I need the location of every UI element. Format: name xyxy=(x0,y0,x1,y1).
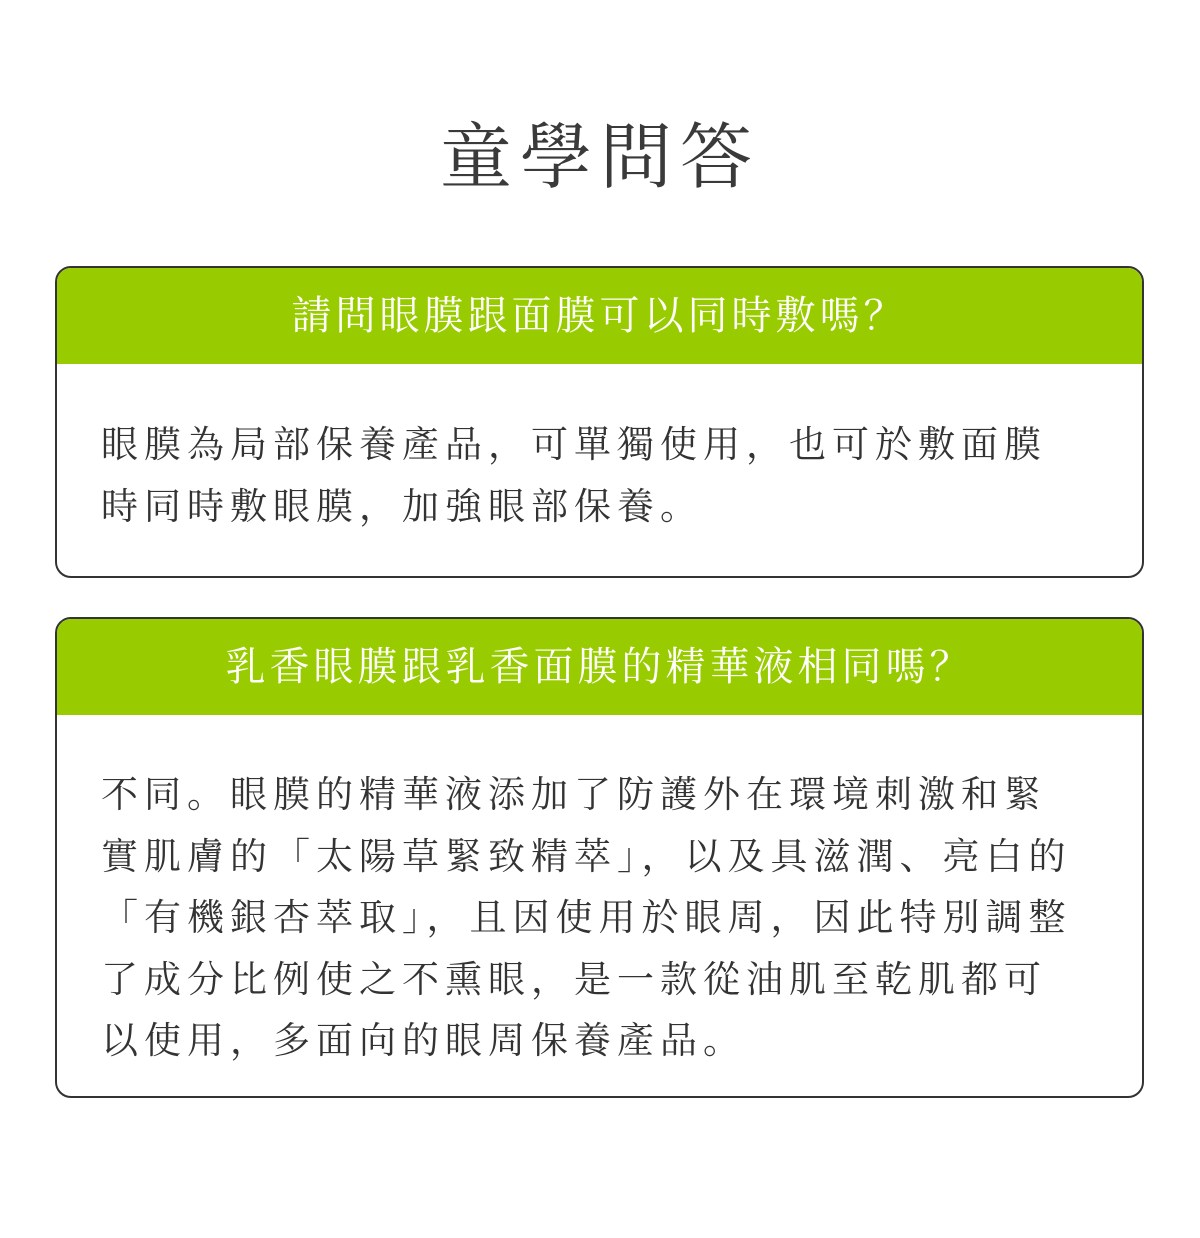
answer-line: 眼膜為局部保養產品，可單獨使用，也可於敷面膜 xyxy=(101,423,1047,466)
answer-line: 以使用，多面向的眼周保養產品。 xyxy=(101,1019,746,1062)
answer-line: 實肌膚的「太陽草緊致精萃」，以及具滋潤、亮白的 xyxy=(101,834,1072,878)
answer-line: 時同時敷眼膜，加強眼部保養。 xyxy=(101,484,703,528)
answer-line: 「有機銀杏萃取」，且因使用於眼周，因此特別調整 xyxy=(101,896,1072,939)
answer-line: 了成分比例使之不熏眼，是一款從油肌至乾肌都可 xyxy=(101,957,1047,1001)
faq-item-1 xyxy=(55,266,1144,578)
faq-question-2: 乳香眼膜跟乳香面膜的精華液相同嗎？ xyxy=(57,619,1142,715)
answer-line: 不同。眼膜的精華液添加了防護外在環境刺激和緊 xyxy=(101,773,1047,816)
faq-answer-1 xyxy=(57,364,1142,537)
faq-item-2 xyxy=(55,617,1144,1098)
faq-question-1: 請問眼膜跟面膜可以同時敷嗎？ xyxy=(57,268,1142,364)
page-title: 童學問答 xyxy=(439,115,760,199)
faq-answer-2 xyxy=(57,715,1142,1072)
